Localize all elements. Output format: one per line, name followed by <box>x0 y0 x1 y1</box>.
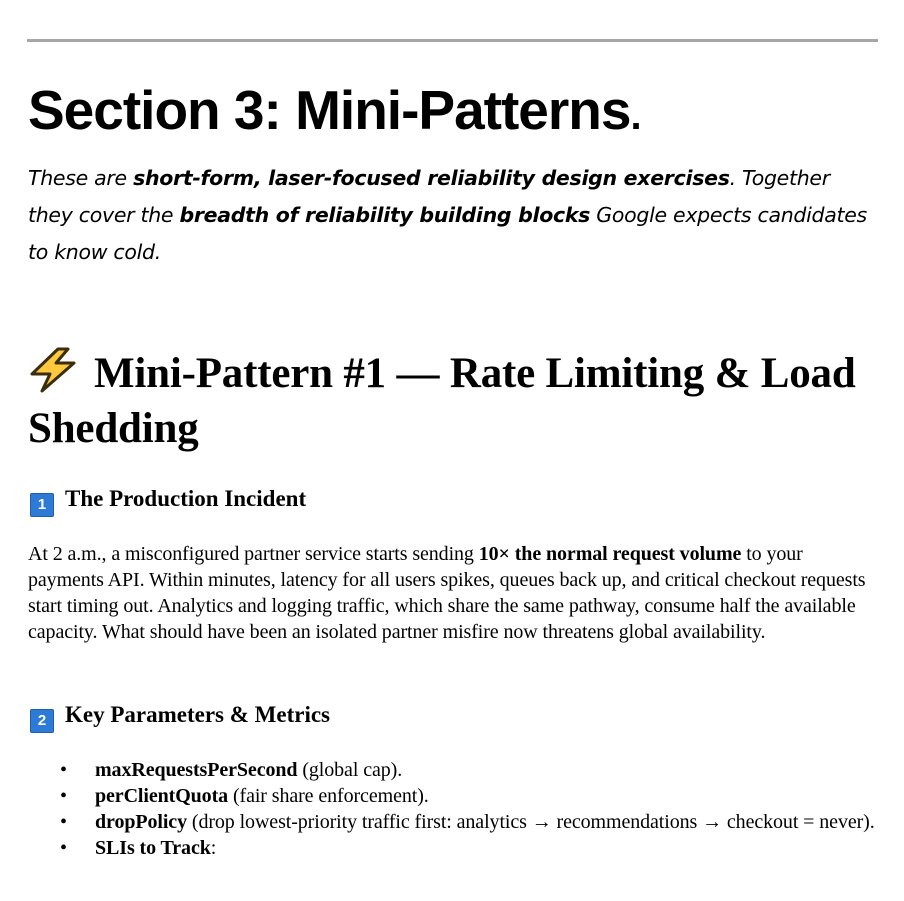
intro-text-1: These are <box>28 166 134 190</box>
intro-text-3: Google expects candidates to know cold. <box>28 203 867 264</box>
subsection-title: The Production Incident <box>65 486 307 511</box>
incident-text-2: to your payments API. Within minutes, latency for all users spikes, queues back up, and critical checkout requests start timing out. Analytics and logging traffic, which share the same pathway, consume half the available capacity. What should have been an isolated partner misfire now threatens global availability. <box>28 543 866 643</box>
incident-text-1: At 2 a.m., a misconfigured partner service starts sending <box>28 543 479 565</box>
list-item <box>28 783 878 809</box>
parameter-desc: : <box>210 837 217 859</box>
parameter-desc: (drop lowest-priority traffic first: analytics → recommendations → checkout = never). <box>186 811 875 833</box>
parameter-desc: (global cap). <box>297 759 403 781</box>
section-title-text: Section 3: Mini-Patterns <box>28 79 631 141</box>
list-item <box>28 809 878 835</box>
incident-paragraph <box>28 541 878 645</box>
subsection-heading-incident <box>30 484 306 517</box>
pattern-title-text: Mini-Pattern #1 — Rate Limiting & Load Shedding <box>28 350 856 452</box>
parameter-term: SLIs to Track <box>95 837 211 859</box>
intro-bold-1: short-form, laser-focused reliability design exercises <box>133 166 730 190</box>
list-item <box>28 757 878 783</box>
subsection-heading-parameters <box>30 700 330 733</box>
intro-bold-2: breadth of reliability building blocks <box>179 203 591 227</box>
subsection-title: Key Parameters & Metrics <box>65 702 330 727</box>
parameter-term: dropPolicy <box>95 811 187 833</box>
lightning-bolt-icon <box>28 347 80 393</box>
keycap-number-icon: 2 <box>30 709 54 733</box>
section-title-period: . <box>630 94 641 138</box>
section-title <box>28 74 641 152</box>
horizontal-rule <box>27 39 878 42</box>
parameters-list <box>28 757 878 861</box>
incident-bold-1: 10× the normal request volume <box>478 543 742 565</box>
keycap-number-icon: 1 <box>30 493 54 517</box>
intro-text-2: . Together they cover the <box>28 166 830 227</box>
list-item <box>28 835 878 861</box>
parameter-term: perClientQuota <box>95 785 229 807</box>
pattern-title <box>28 346 888 456</box>
parameter-desc: (fair share enforcement). <box>228 785 429 807</box>
parameter-term: maxRequestsPerSecond <box>95 759 298 781</box>
intro-paragraph <box>28 160 878 271</box>
